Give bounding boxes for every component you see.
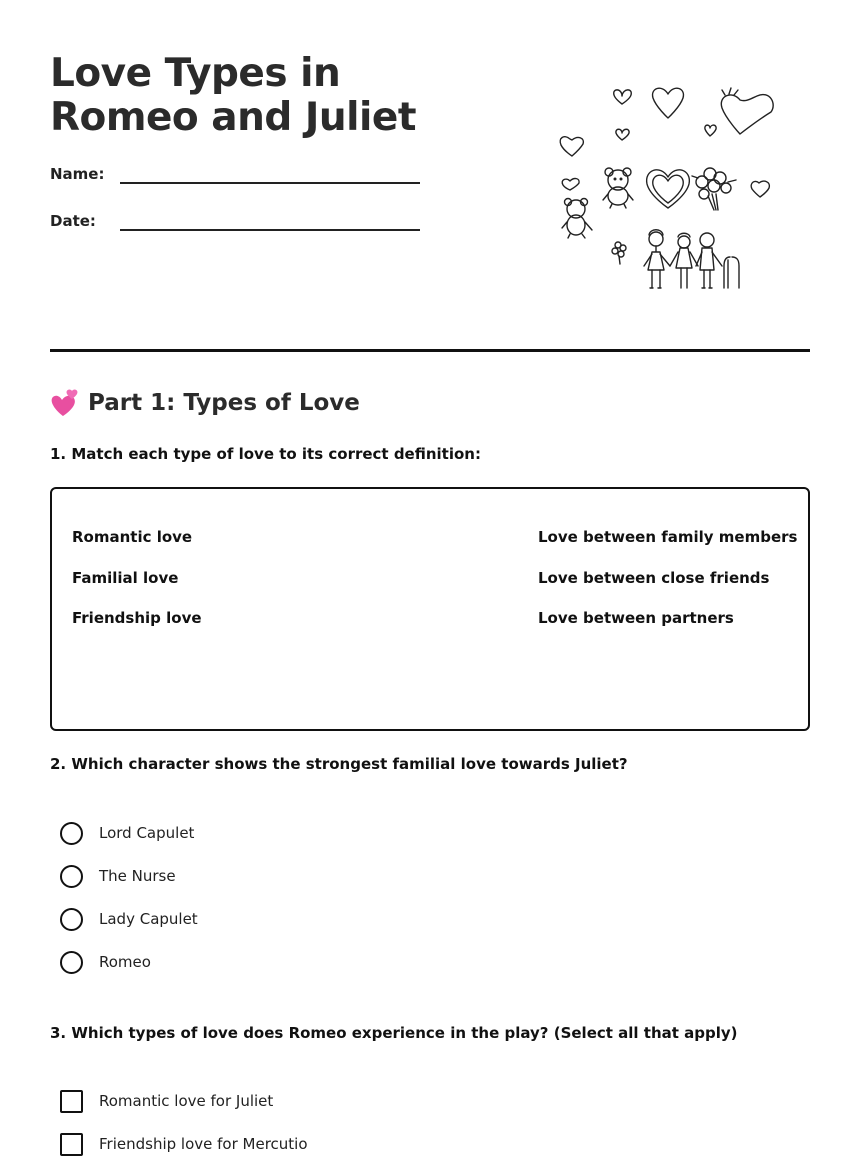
page-title: Love Types in Romeo and Juliet <box>50 51 416 140</box>
match-left-item[interactable]: Romantic love <box>72 528 193 546</box>
date-label: Date: <box>50 212 96 230</box>
heart-icon <box>614 90 632 104</box>
radio-label: Lady Capulet <box>99 910 198 928</box>
section-heading-part1 <box>50 388 360 418</box>
matching-box <box>50 487 810 731</box>
radio-option[interactable] <box>60 949 151 975</box>
radio-button[interactable] <box>60 822 83 845</box>
radio-option[interactable] <box>60 820 194 846</box>
radio-label: The Nurse <box>99 867 176 885</box>
question-3-prompt: 3. Which types of love does Romeo experience in the play? (Select all that apply) <box>50 1024 738 1042</box>
checkbox-label: Romantic love for Juliet <box>99 1092 274 1110</box>
two-hearts-icon <box>50 388 80 418</box>
name-label: Name: <box>50 165 105 183</box>
radio-option[interactable] <box>60 863 176 889</box>
question-1-prompt: 1. Match each type of love to its correct definition: <box>50 445 481 463</box>
name-field-row <box>50 165 430 195</box>
radio-option[interactable] <box>60 906 198 932</box>
radio-label: Lord Capulet <box>99 824 195 842</box>
radio-button[interactable] <box>60 908 83 931</box>
match-right-item[interactable]: Love between close friends <box>538 569 770 587</box>
checkbox-option[interactable] <box>60 1131 308 1157</box>
match-right-item[interactable]: Love between partners <box>538 609 734 627</box>
header-divider <box>50 349 810 352</box>
love-doodle-illustration <box>552 82 782 297</box>
match-left-item[interactable]: Familial love <box>72 569 179 587</box>
checkbox-option[interactable] <box>60 1088 273 1114</box>
name-input-line[interactable] <box>120 182 420 184</box>
radio-button[interactable] <box>60 951 83 974</box>
checkbox-label: Friendship love for Mercutio <box>99 1135 308 1153</box>
section-title: Part 1: Types of Love <box>88 390 360 416</box>
radio-label: Romeo <box>99 953 151 971</box>
radio-button[interactable] <box>60 865 83 888</box>
match-left-item[interactable]: Friendship love <box>72 609 202 627</box>
date-input-line[interactable] <box>120 229 420 231</box>
date-field-row <box>50 212 430 242</box>
match-right-item[interactable]: Love between family members <box>538 528 798 546</box>
checkbox[interactable] <box>60 1133 83 1156</box>
question-2-prompt: 2. Which character shows the strongest familial love towards Juliet? <box>50 755 628 773</box>
checkbox[interactable] <box>60 1090 83 1113</box>
